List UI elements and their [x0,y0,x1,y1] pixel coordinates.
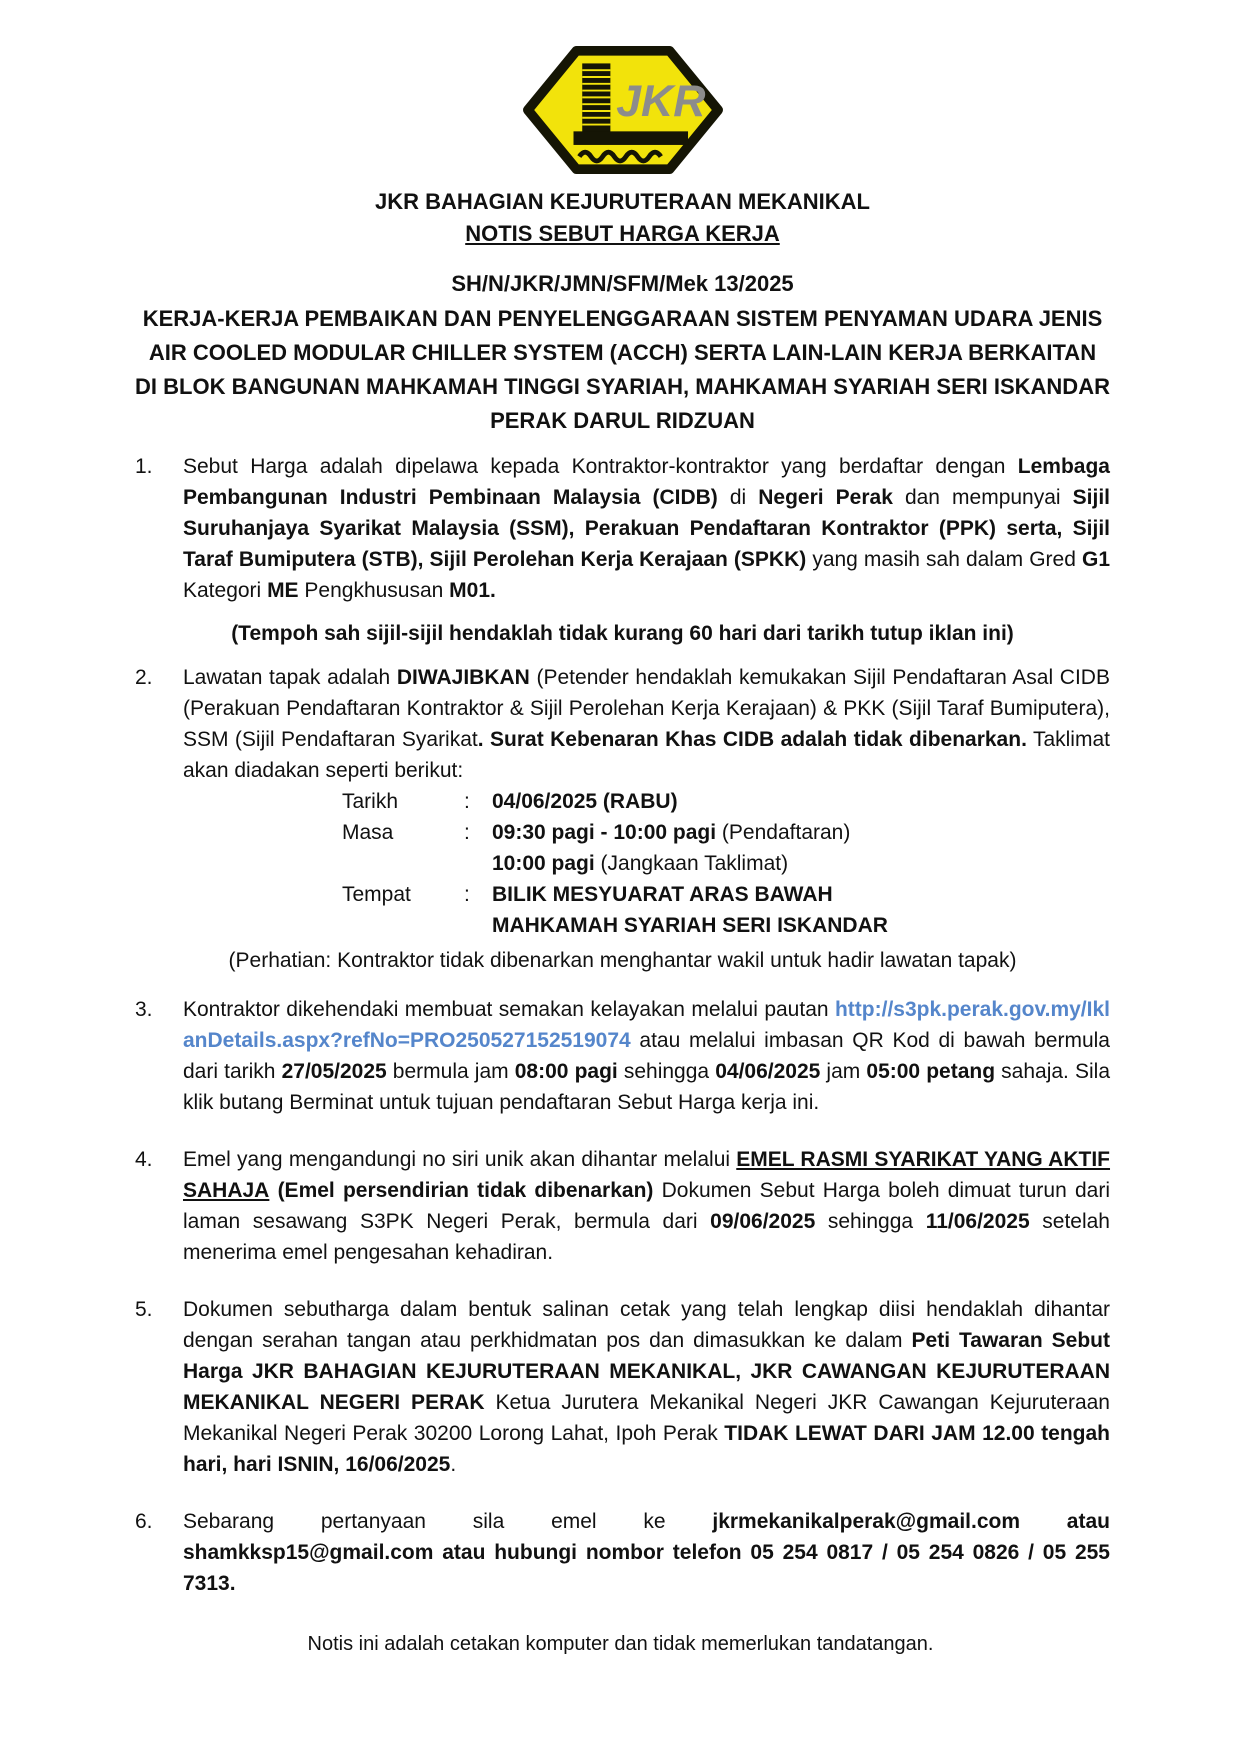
logo-base-bar [573,131,688,145]
item-4 [135,1144,1110,1268]
item-5 [135,1294,1110,1480]
schedule-value: MAHKAMAH SYARIAH SERI ISKANDAR [492,914,888,937]
logo-tower [582,63,610,133]
site-visit-caution: (Perhatian: Kontraktor tidak dibenarkan menghantar wakil untuk hadir lawatan tapak) [228,949,1017,972]
schedule-label: Masa [342,821,394,844]
schedule-row-date [342,786,1110,817]
item-body: Sebarang pertanyaan sila emel ke jkrmekanikalperak@gmail.com atau shamkksp15@gmail.com atau hubungi nombor telefon 05 254 0817 / 05 254 0826 / 05 255 7313. [183,1510,1110,1595]
item-body: Sebut Harga adalah dipelawa kepada Kontraktor-kontraktor yang berdaftar dengan Lembaga Pembangunan Industri Pembinaan Malaysia (CIDB) di Negeri Perak dan mempunyai Sijil Suruhanjaya Syarikat Malaysia (SSM), Perakuan Pendaftaran Kontraktor (PPK) serta, Sijil Taraf Bumiputera (STB), Sijil Perolehan Kerja Kerajaan (SPKK) yang masih sah dalam Gred G1 Kategori ME Pengkhususan M01. [183,455,1110,602]
item-number: 4. [135,1148,153,1171]
item-number: 2. [135,666,153,689]
logo-acronym: JKR [615,76,705,126]
item-body [183,662,1110,941]
item-3 [135,994,1110,1118]
schedule-value: 10:00 pagi (Jangkaan Taklimat) [492,852,789,875]
schedule-value: 09:30 pagi - 10:00 pagi (Pendaftaran) [492,821,851,844]
schedule-value: 04/06/2025 (RABU) [492,790,678,813]
item-body: Dokumen sebutharga dalam bentuk salinan cetak yang telah lengkap diisi hendaklah dihantar dengan serahan tangan atau perkhidmatan pos dan dimasukkan ke dalam Peti Tawaran Sebut Harga JKR BAHAGIAN KEJURUTERAAN MEKANIKAL, JKR CAWANGAN KEJURUTERAAN MEKANIKAL NEGERI PERAK Ketua Jurutera Mekanikal Negeri JKR Cawangan Kejuruteraan Mekanikal Negeri Perak 30200 Lorong Lahat, Ipoh Perak TIDAK LEWAT DARI JAM 12.00 tengah hari, hari ISNIN, 16/06/2025. [183,1298,1110,1476]
schedule-colon [464,910,492,941]
schedule-label: Tarikh [342,790,399,813]
schedule-row-time [342,817,1110,848]
reference-number: SH/N/JKR/JMN/SFM/Mek 13/2025 [451,271,794,296]
item-number: 5. [135,1298,153,1321]
schedule-row-venue [342,879,1110,910]
item-body: Kontraktor dikehendaki membuat semakan kelayakan melalui pautan http://s3pk.perak.gov.my/IklanDetails.aspx?refNo=PRO250527152519074 atau melalui imbasan QR Kod di bawah bermula dari tarikh 27/05/2025 bermula jam 08:00 pagi sehingga 04/06/2025 jam 05:00 petang sahaja. Sila klik butang Berminat untuk tujuan pendaftaran Sebut Harga kerja ini. [183,998,1110,1114]
item-2-text: Lawatan tapak adalah DIWAJIBKAN (Petender hendaklah kemukakan Sijil Pendaftaran Asal CIDB (Perakuan Pendaftaran Kontraktor & Sijil Perolehan Kerja Kerajaan) & PKK (Sijil Taraf Bumiputera), SSM (Sijil Pendaftaran Syarikat. Surat Kebenaran Khas CIDB adalah tidak dibenarkan. Taklimat akan diadakan seperti berikut: [183,666,1110,782]
item-6 [135,1506,1110,1599]
document-content [135,44,1110,1599]
footer-note: Notis ini adalah cetakan komputer dan tidak memerlukan tandatangan. [307,1633,934,1655]
notice-title: NOTIS SEBUT HARGA KERJA [465,221,780,246]
schedule-label: Tempat [342,883,411,906]
project-title: KERJA-KERJA PEMBAIKAN DAN PENYELENGGARAAN SISTEM PENYAMAN UDARA JENIS AIR COOLED MODULAR CHILLER SYSTEM (ACCH) SERTA LAIN-LAIN KERJA BERKAITAN DI BLOK BANGUNAN MAHKAMAH TINGGI SYARIAH, MAHKAMAH SYARIAH SERI ISKANDAR PERAK DARUL RIDZUAN [135,306,1110,433]
qualification-check-link[interactable]: http://s3pk.perak.gov.my/IklanDetails.aspx?refNo=PRO250527152519074 [183,998,1110,1052]
schedule-label [342,848,464,879]
briefing-schedule [342,786,1110,941]
item-number: 1. [135,455,153,478]
item-number: 3. [135,998,153,1021]
certificate-validity-note: (Tempoh sah sijil-sijil hendaklah tidak kurang 60 hari dari tarikh tutup iklan ini) [231,622,1014,645]
item-2 [135,662,1110,941]
schedule-colon [464,848,492,879]
item-body: Emel yang mengandungi no siri unik akan dihantar melalui EMEL RASMI SYARIKAT YANG AKTIF SAHAJA (Emel persendirian tidak dibenarkan) Dokumen Sebut Harga boleh dimuat turun dari laman sesawang S3PK Negeri Perak, bermula dari 09/06/2025 sehingga 11/06/2025 setelah menerima emel pengesahan kehadiran. [183,1148,1111,1264]
jkr-logo [520,44,726,176]
schedule-colon: : [464,821,470,844]
schedule-row-venue-2 [342,910,1110,941]
schedule-value: BILIK MESYUARAT ARAS BAWAH [492,883,833,906]
org-title: JKR BAHAGIAN KEJURUTERAAN MEKANIKAL [374,189,870,214]
schedule-colon: : [464,883,470,906]
schedule-label [342,910,464,941]
schedule-row-time-2 [342,848,1110,879]
item-1 [135,451,1110,606]
schedule-colon: : [464,790,470,813]
item-number: 6. [135,1510,153,1533]
jkr-logo-graphic [520,44,726,176]
